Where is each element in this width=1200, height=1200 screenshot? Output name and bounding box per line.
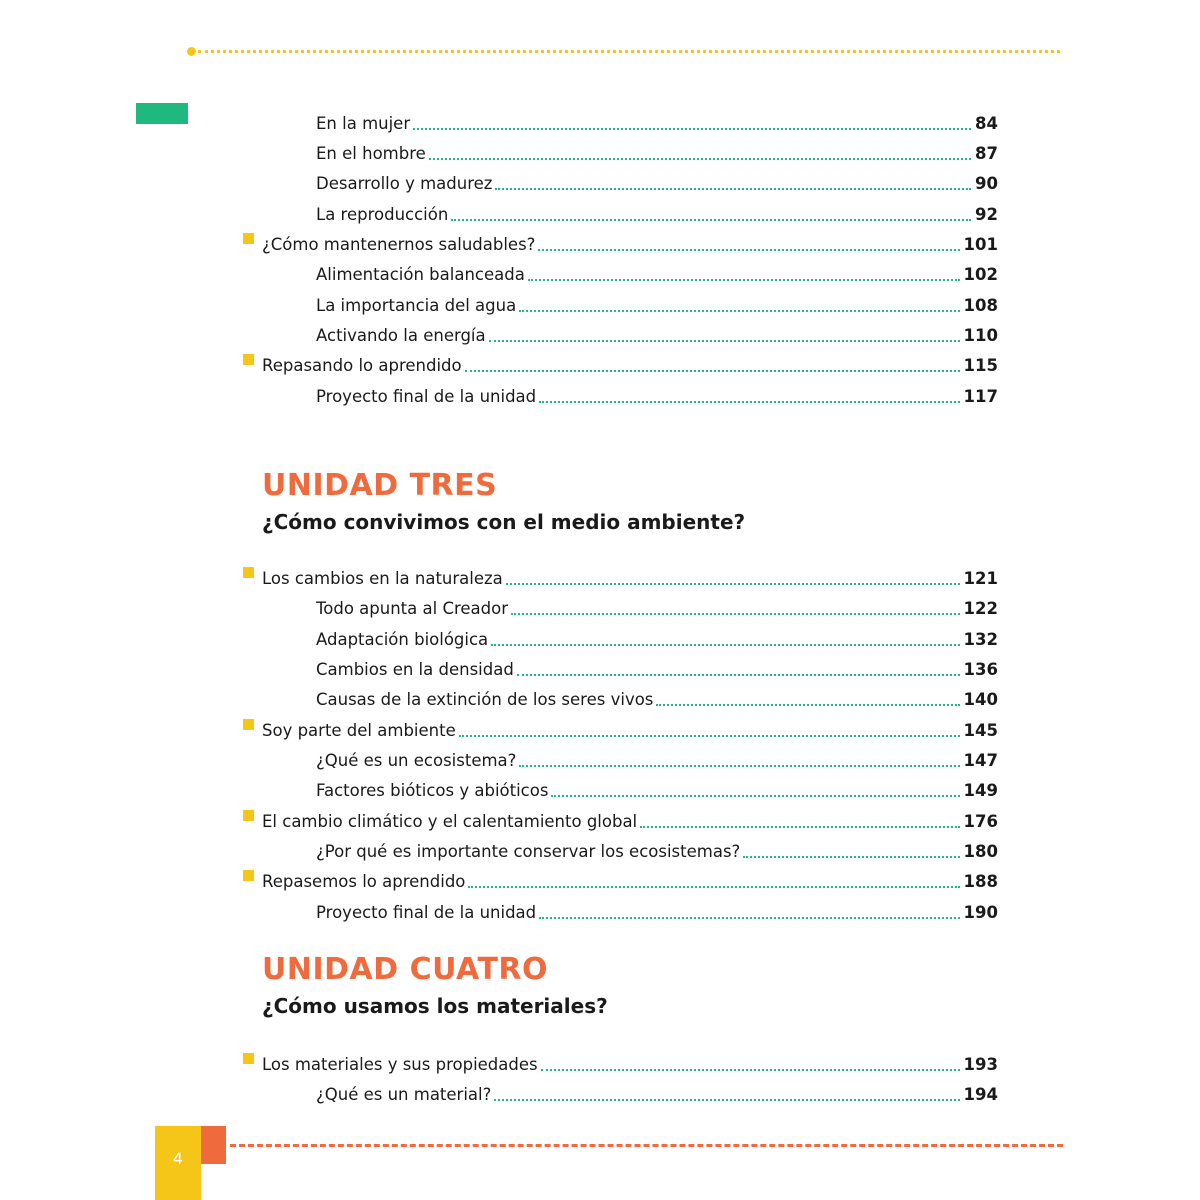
toc-entry[interactable] xyxy=(316,650,998,680)
unit-three-subtitle: ¿Cómo convivimos con el medio ambiente? xyxy=(262,510,746,534)
toc-leader xyxy=(640,826,959,828)
toc-entry[interactable] xyxy=(316,195,998,225)
toc-leader xyxy=(495,188,971,190)
header-dotted-rule xyxy=(198,50,1060,53)
footer-accent-block xyxy=(201,1126,226,1164)
toc-entry[interactable] xyxy=(316,316,998,346)
toc-entry-title: Desarrollo y madurez xyxy=(316,174,493,193)
toc-entry-title: En la mujer xyxy=(316,114,411,133)
toc-leader xyxy=(656,704,959,706)
header-dot xyxy=(187,47,196,56)
toc-leader xyxy=(538,249,959,251)
toc-entry[interactable] xyxy=(316,1075,998,1105)
toc-entry[interactable] xyxy=(262,559,998,589)
toc-entry[interactable] xyxy=(316,377,998,407)
toc-leader xyxy=(489,340,960,342)
unit-three-title: UNIDAD TRES xyxy=(262,468,498,503)
toc-entry[interactable] xyxy=(262,1045,998,1075)
toc-entry-page: 87 xyxy=(975,144,998,163)
toc-entry-page: 132 xyxy=(963,630,998,649)
toc-entry[interactable] xyxy=(316,680,998,710)
toc-leader xyxy=(539,401,959,403)
unit-four-title: UNIDAD CUATRO xyxy=(262,952,549,987)
toc-entry-page: 122 xyxy=(963,599,998,618)
toc-entry-title: Los cambios en la naturaleza xyxy=(262,569,503,588)
toc-entry[interactable] xyxy=(316,134,998,164)
toc-entry[interactable] xyxy=(316,832,998,862)
toc-entry-page: 188 xyxy=(963,872,998,891)
toc-entry[interactable] xyxy=(316,741,998,771)
toc-entry[interactable] xyxy=(262,802,998,832)
toc-entry-title: ¿Cómo mantenernos saludables? xyxy=(262,235,536,254)
toc-entry-page: 101 xyxy=(963,235,998,254)
toc-entry-title: ¿Por qué es importante conservar los ecosistemas? xyxy=(316,842,741,861)
bullet-square-icon xyxy=(243,1053,254,1064)
toc-entry[interactable] xyxy=(262,862,998,892)
toc-leader xyxy=(451,219,971,221)
toc-leader xyxy=(465,370,960,372)
toc-entry-page: 140 xyxy=(963,690,998,709)
toc-leader xyxy=(539,917,959,919)
toc-entry-title: La importancia del agua xyxy=(316,296,517,315)
toc-entry-page: 194 xyxy=(963,1085,998,1104)
unit-four-subtitle: ¿Cómo usamos los materiales? xyxy=(262,994,608,1018)
toc-entry[interactable] xyxy=(262,711,998,741)
toc-entry-page: 180 xyxy=(963,842,998,861)
toc-entry-title: Proyecto final de la unidad xyxy=(316,387,537,406)
toc-entry-title: Adaptación biológica xyxy=(316,630,489,649)
toc-entry-title: Soy parte del ambiente xyxy=(262,721,456,740)
toc-entry-title: Causas de la extinción de los seres vivos xyxy=(316,690,654,709)
bullet-square-icon xyxy=(243,719,254,730)
toc-entry-title: El cambio climático y el calentamiento global xyxy=(262,812,638,831)
toc-entry-title: Proyecto final de la unidad xyxy=(316,903,537,922)
bullet-square-icon xyxy=(243,567,254,578)
toc-entry[interactable] xyxy=(316,255,998,285)
toc-leader xyxy=(528,279,960,281)
toc-entry-title: Activando la energía xyxy=(316,326,486,345)
toc-entry-title: ¿Qué es un ecosistema? xyxy=(316,751,517,770)
toc-entry[interactable] xyxy=(316,164,998,194)
toc-leader xyxy=(494,1099,959,1101)
page-number: 4 xyxy=(172,1149,184,1168)
toc-entry-page: 102 xyxy=(963,265,998,284)
toc-leader xyxy=(506,583,960,585)
toc-entry-page: 136 xyxy=(963,660,998,679)
toc-entry[interactable] xyxy=(316,620,998,650)
toc-entry[interactable] xyxy=(316,893,998,923)
toc-leader xyxy=(459,735,960,737)
toc-entry[interactable] xyxy=(262,346,998,376)
bullet-square-icon xyxy=(243,354,254,365)
toc-leader xyxy=(491,644,959,646)
toc-leader xyxy=(511,613,960,615)
toc-entry-page: 84 xyxy=(975,114,998,133)
toc-entry-page: 145 xyxy=(963,721,998,740)
toc-entry[interactable] xyxy=(316,589,998,619)
toc-leader xyxy=(519,765,959,767)
bullet-square-icon xyxy=(243,870,254,881)
toc-leader xyxy=(517,674,960,676)
toc-entry-title: ¿Qué es un material? xyxy=(316,1085,492,1104)
toc-entry-page: 176 xyxy=(963,812,998,831)
toc-entry-title: Repasemos lo aprendido xyxy=(262,872,466,891)
toc-entry-title: Alimentación balanceada xyxy=(316,265,525,284)
toc-entry-title: Repasando lo aprendido xyxy=(262,356,462,375)
toc-entry-title: Cambios en la densidad xyxy=(316,660,514,679)
toc-leader xyxy=(551,795,959,797)
toc-entry-title: La reproducción xyxy=(316,205,449,224)
toc-leader xyxy=(541,1069,960,1071)
toc-entry-title: Todo apunta al Creador xyxy=(316,599,509,618)
toc-leader xyxy=(519,310,959,312)
footer-dashed-rule xyxy=(230,1144,1063,1147)
toc-entry-page: 117 xyxy=(963,387,998,406)
toc-entry[interactable] xyxy=(262,225,998,255)
toc-leader xyxy=(468,886,959,888)
toc-entry-page: 90 xyxy=(975,174,998,193)
toc-entry-page: 110 xyxy=(963,326,998,345)
bullet-square-icon xyxy=(243,810,254,821)
toc-entry-title: Los materiales y sus propiedades xyxy=(262,1055,538,1074)
toc-leader xyxy=(413,128,971,130)
bullet-square-icon xyxy=(243,233,254,244)
toc-entry-page: 92 xyxy=(975,205,998,224)
toc-entry[interactable] xyxy=(316,286,998,316)
toc-entry-page: 121 xyxy=(963,569,998,588)
section-tab xyxy=(136,103,188,124)
toc-entry[interactable] xyxy=(316,104,998,134)
toc-entry-page: 193 xyxy=(963,1055,998,1074)
toc-leader xyxy=(429,158,971,160)
toc-entry-title: En el hombre xyxy=(316,144,426,163)
toc-entry-page: 190 xyxy=(963,903,998,922)
toc-entry-page: 115 xyxy=(963,356,998,375)
toc-entry-page: 147 xyxy=(963,751,998,770)
toc-entry-page: 149 xyxy=(963,781,998,800)
toc-leader xyxy=(743,856,959,858)
toc-entry-page: 108 xyxy=(963,296,998,315)
toc-entry[interactable] xyxy=(316,771,998,801)
toc-entry-title: Factores bióticos y abióticos xyxy=(316,781,549,800)
